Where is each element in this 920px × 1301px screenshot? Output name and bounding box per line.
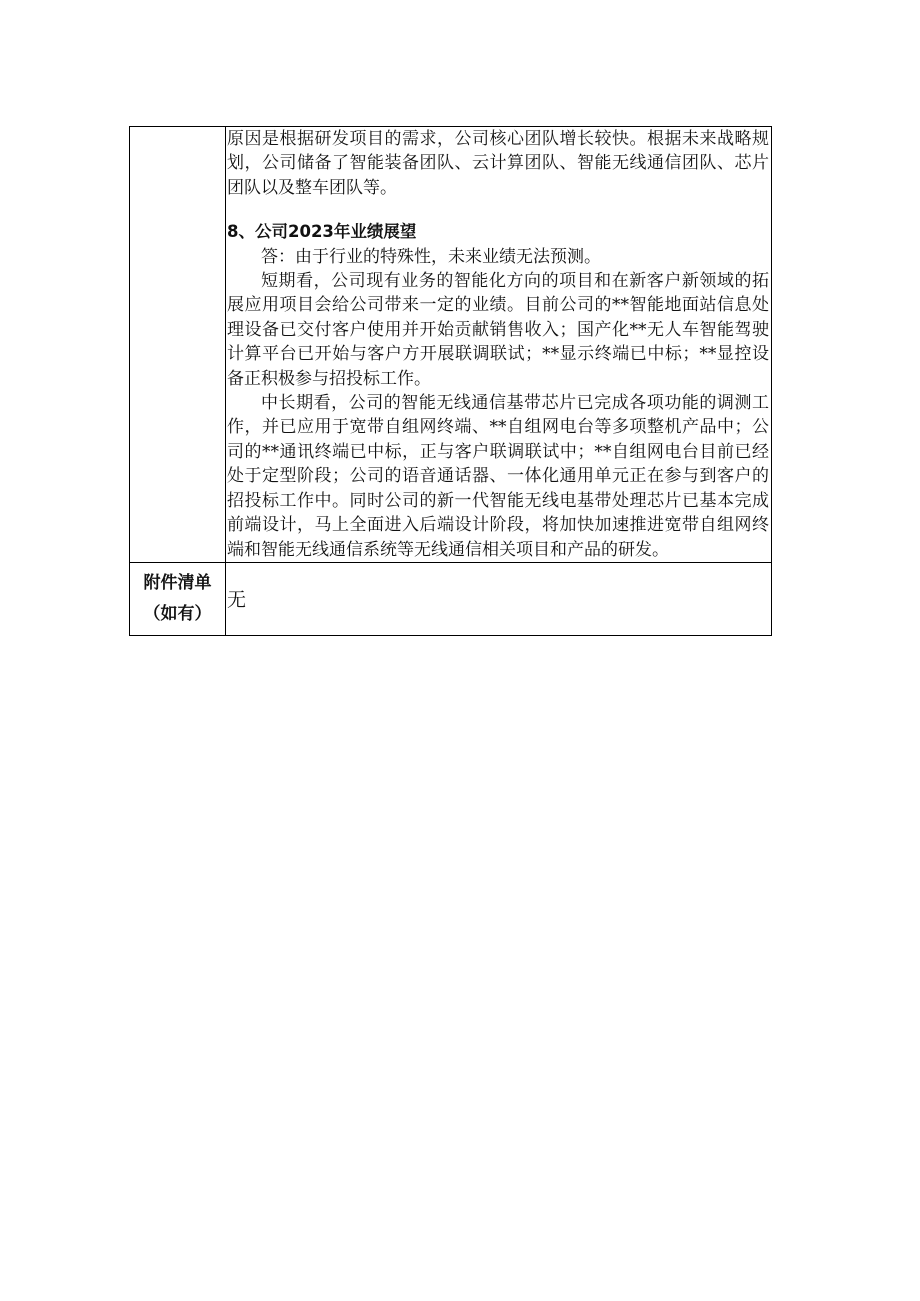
attachments-label: 附件清单 xyxy=(143,572,212,593)
attachments-row xyxy=(130,562,772,635)
continued-paragraph: 原因是根据研发项目的需求，公司核心团队增长较快。根据未来战略规划，公司储备了智能装备团队、云计算团队、智能无线通信团队、芯片团队以及整车团队等。 xyxy=(227,129,769,198)
short-term-paragraph: 短期看，公司现有业务的智能化方向的项目和在新客户新领域的拓展应用项目会给公司带来一定的业绩。目前公司的**智能地面站信息处理设备已交付客户使用并开始贡献销售收入；国产化**无人车智能驾驶计算平台已开始与客户方开展联调联试；**显示终端已中标；**显控设备正积极参与招投标工作。 xyxy=(227,271,769,389)
long-term-paragraph: 中长期看，公司的智能无线通信基带芯片已完成各项功能的调测工作，并已应用于宽带自组网终端、**自组网电台等多项整机产品中；公司的**通讯终端已中标，正与客户联调联试中；**自组网电台目前已经处于定型阶段；公司的语音通话器、一体化通用单元正在参与到客户的招投标工作中。同时公司的新一代智能无线电基带处理芯片已基本完成前端设计，马上全面进入后端设计阶段，将加快加速推进宽带自组网终端和智能无线通信系统等无线通信相关项目和产品的研发。 xyxy=(227,393,769,560)
answer-paragraph: 答：由于行业的特殊性，未来业绩无法预测。 xyxy=(261,246,601,267)
empty-label-cell xyxy=(130,127,226,563)
record-table xyxy=(129,126,772,636)
section-heading: 8、公司2023年业绩展望 xyxy=(227,222,417,242)
content-cell xyxy=(226,127,772,563)
content-row xyxy=(130,127,772,563)
attachments-value: 无 xyxy=(227,589,247,612)
attachments-value-cell xyxy=(226,562,772,635)
attachments-label-note: （如有） xyxy=(143,603,212,624)
attachments-label-cell xyxy=(130,562,226,635)
